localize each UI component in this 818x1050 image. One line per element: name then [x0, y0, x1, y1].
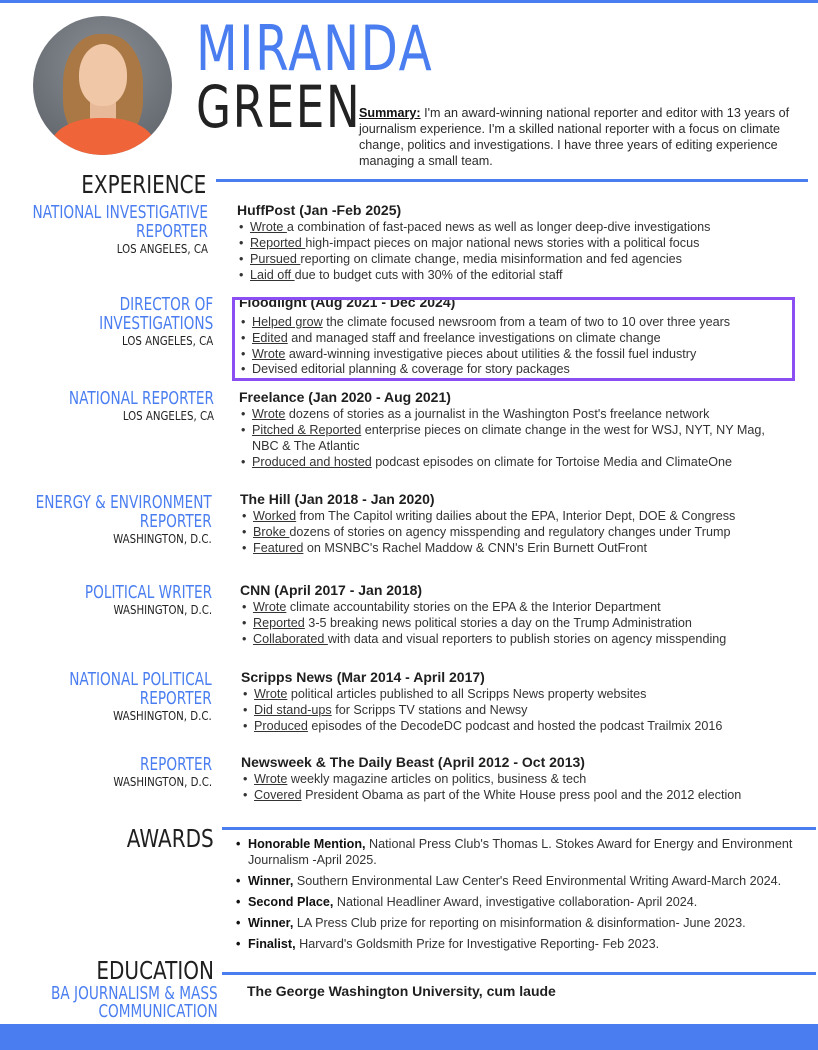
job-company: Scripps News (Mar 2014 - April 2017) [241, 669, 485, 685]
summary-text: I'm an award-winning national reporter and editor with 13 years of journalism experience. I'm a skilled national reporter with a focus on climate change, politics and investigations. I have three years of editing experience managing a small team. [359, 106, 790, 168]
job-bullet: • Wrote weekly magazine articles on politics, business & tech [241, 771, 818, 787]
role-location: WASHINGTON, D.C. [113, 532, 212, 546]
role-title: REPORTER [135, 222, 208, 242]
role-title: REPORTER [139, 689, 212, 709]
award-item: • Winner, Southern Environmental Law Center's Reed Environmental Writing Award-March 2024. [236, 873, 806, 889]
job-company: HuffPost (Jan -Feb 2025) [237, 202, 402, 218]
experience-heading: EXPERIENCE [80, 170, 206, 199]
role-title: REPORTER [139, 755, 212, 775]
degree-line: COMMUNICATION [98, 1002, 218, 1022]
job-bullet: • Did stand-ups for Scripps TV stations and Newsy [241, 702, 818, 718]
degree-line: BA JOURNALISM & MASS [51, 984, 218, 1004]
last-name: GREEN [196, 73, 362, 141]
summary [359, 105, 814, 169]
role-block [29, 671, 212, 724]
experience-rule [216, 179, 808, 182]
job-bullet: • Reported high-impact pieces on major national news stories with a political focus [237, 235, 817, 251]
job-bullet: • Covered President Obama as part of the White House press pool and the 2012 election [241, 787, 818, 803]
job-company: Freelance (Jan 2020 - Aug 2021) [239, 389, 451, 405]
job-bullet: • Wrote climate accountability stories on the EPA & the Interior Department [240, 599, 818, 615]
job-bullet: • Devised editorial planning & coverage for story packages [239, 362, 818, 375]
job-entry [241, 668, 818, 734]
role-block [0, 204, 208, 257]
role-location: LOS ANGELES, CA [122, 409, 214, 423]
job-bullet: • Laid off due to budget cuts with 30% of the editorial staff [237, 267, 817, 283]
job-bullet: • Wrote a combination of fast-paced news as well as longer deep-dive investigations [237, 219, 817, 235]
job-bullet: • Helped grow the climate focused newsroom from a team of two to 10 over three years [239, 314, 818, 330]
job-entry [240, 581, 818, 647]
role-location: LOS ANGELES, CA [121, 334, 213, 348]
top-accent-rule [0, 0, 818, 3]
role-location: WASHINGTON, D.C. [113, 709, 212, 723]
job-entry [237, 201, 817, 283]
job-bullet: • Reported 3-5 breaking news political stories a day on the Trump Administration [240, 615, 818, 631]
job-bullet: • Wrote dozens of stories as a journalist in the Washington Post's freelance network [239, 406, 794, 422]
job-company: CNN (April 2017 - Jan 2018) [240, 582, 423, 598]
job-company: Floodlight (Aug 2021 - Dec 2024) [239, 294, 456, 310]
job-bullet: • Edited and managed staff and freelance investigations on climate change [239, 330, 818, 346]
job-bullet: • Produced episodes of the DecodeDC podcast and hosted the podcast Trailmix 2016 [241, 718, 818, 734]
job-bullet: • Broke dozens of stories on agency misspending and regulatory changes under Trump [240, 524, 818, 540]
role-block [96, 756, 212, 790]
award-item: • Finalist, Harvard's Goldsmith Prize for Investigative Reporting- Feb 2023. [236, 936, 806, 952]
role-title: REPORTER [139, 512, 212, 532]
award-item: • Second Place, National Headliner Award, investigative collaboration- April 2024. [236, 894, 806, 910]
job-entry [240, 490, 818, 556]
selection-highlight-box [232, 297, 795, 381]
job-bullet: • Pitched & Reported enterprise pieces on climate change in the west for WSJ, NYT, NY Mag, NBC & The Atlantic [239, 422, 794, 454]
job-bullet: • Worked from The Capitol writing dailies about the EPA, Interior Dept, DOE & Congress [240, 508, 818, 524]
award-item: • Honorable Mention, National Press Club's Thomas L. Stokes Award for Energy and Environment Journalism -April 2025. [236, 836, 806, 868]
role-block [49, 584, 212, 618]
role-location: WASHINGTON, D.C. [113, 775, 212, 789]
role-location: WASHINGTON, D.C. [113, 603, 212, 617]
job-bullet: • Featured on MSNBC's Rachel Maddow & CNN's Erin Burnett OutFront [240, 540, 818, 556]
job-bullet: • Produced and hosted podcast episodes on climate for Tortoise Media and ClimateOne [239, 454, 794, 470]
job-company: Newsweek & The Daily Beast (April 2012 - Oct 2013) [241, 754, 585, 770]
summary-label: Summary: [359, 106, 421, 120]
role-block [0, 494, 212, 547]
award-item: • Winner, LA Press Club prize for reporting on misinformation & disinformation- June 2023. [236, 915, 806, 931]
job-bullet: • Pursued reporting on climate change, media misinformation and fed agencies [237, 251, 817, 267]
role-title: INVESTIGATIONS [98, 314, 213, 334]
job-entry [241, 753, 818, 803]
bottom-accent-band [0, 1024, 818, 1050]
role-title: POLITICAL WRITER [84, 583, 212, 603]
role-title: NATIONAL INVESTIGATIVE [32, 203, 208, 223]
job-entry [239, 388, 794, 470]
degree [4, 985, 218, 1021]
first-name: MIRANDA [196, 12, 434, 85]
job-company: The Hill (Jan 2018 - Jan 2020) [240, 491, 435, 507]
role-title: ENERGY & ENVIRONMENT [35, 493, 212, 513]
profile-photo [33, 16, 172, 155]
role-title: DIRECTOR OF [119, 295, 213, 315]
role-block [28, 390, 214, 424]
school-name: The George Washington University, cum laude [247, 983, 556, 999]
education-rule [222, 972, 816, 975]
awards-list [236, 836, 806, 957]
role-title: NATIONAL REPORTER [68, 389, 214, 409]
job-bullet: • Wrote political articles published to all Scripps News property websites [241, 686, 818, 702]
role-location: LOS ANGELES, CA [116, 242, 208, 256]
role-title: NATIONAL POLITICAL [69, 670, 212, 690]
job-bullet: • Wrote award-winning investigative pieces about utilities & the fossil fuel industry [239, 346, 818, 362]
education-heading: EDUCATION [96, 956, 214, 985]
job-bullet: • Collaborated with data and visual reporters to publish stories on agency misspending [240, 631, 818, 647]
awards-rule [222, 827, 816, 830]
awards-heading: AWARDS [127, 824, 214, 853]
role-block [67, 296, 213, 349]
